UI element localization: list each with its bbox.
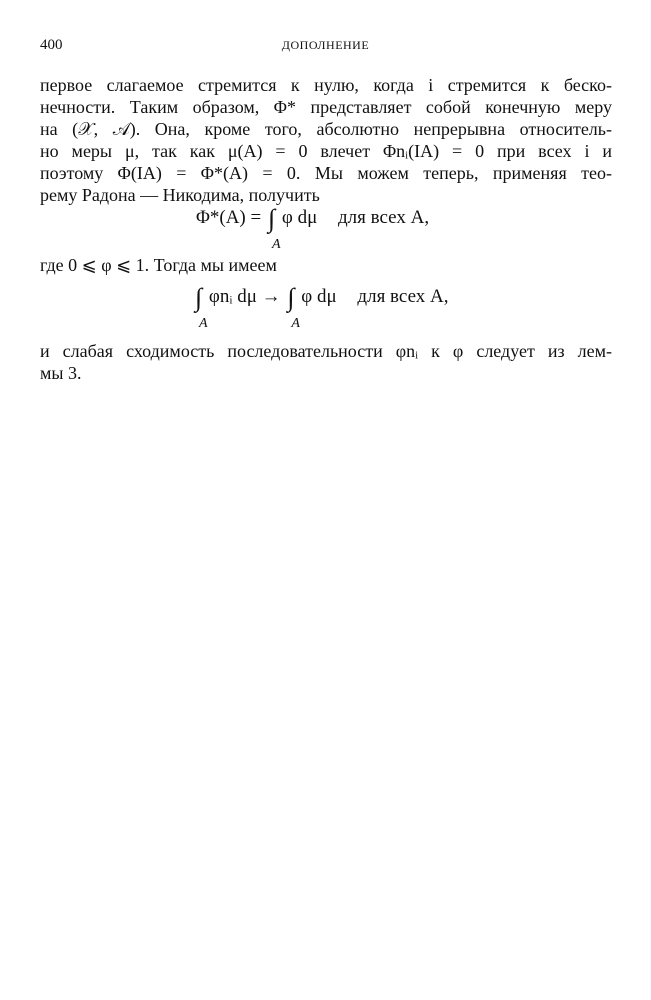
text-line: нечности. Таким образом, Φ* представляет собой конечную меру	[40, 97, 612, 117]
text-line: рему Радона — Никодима, получить	[40, 185, 320, 205]
formula-arrow: →	[261, 286, 281, 307]
formula-integrand: φ dμ	[281, 207, 318, 228]
text-line: мы 3.	[40, 363, 82, 383]
text-line: но меры μ, так как μ(A) = 0 влечет Φnᵢ(IA) = 0 при всех i и	[40, 141, 612, 161]
text-line: на (𝒳, 𝒜). Она, кроме того, абсолютно непрерывна относитель-	[40, 119, 612, 139]
formula-lhs: Φ*(A) =	[196, 207, 262, 228]
formula-left-integrand: φnᵢ dμ	[208, 286, 257, 307]
integral-domain: A	[271, 237, 281, 252]
running-head: ДОПОЛНЕНИЕ	[281, 38, 370, 52]
integral-domain: A	[291, 316, 300, 331]
formula-right-integrand: φ dμ	[301, 286, 337, 307]
integral-sign: ∫ A	[287, 283, 300, 331]
formula-condition: для всех A,	[357, 286, 449, 307]
formula-condition: для всех A,	[338, 207, 430, 228]
formula-radon-nikodym	[196, 204, 430, 252]
integral-domain: A	[199, 316, 208, 331]
text-line: поэтому Φ(IA) = Φ*(A) = 0. Мы можем теперь, применяя тео-	[40, 163, 612, 183]
paragraph-end	[40, 340, 612, 384]
text-line: и слабая сходимость последовательности φnᵢ к φ следует из лем-	[40, 341, 612, 361]
integral-sign: ∫ A	[195, 283, 208, 331]
formula-convergence	[193, 283, 449, 331]
text-line: первое слагаемое стремится к нулю, когда i стремится к беско-	[40, 75, 612, 95]
page-number: 400	[40, 37, 63, 53]
integral-sign: ∫ A	[267, 204, 281, 252]
paragraph-mid	[40, 254, 612, 276]
paragraph-main	[40, 74, 612, 206]
text-line: где 0 ⩽ φ ⩽ 1. Тогда мы имеем	[40, 255, 277, 275]
